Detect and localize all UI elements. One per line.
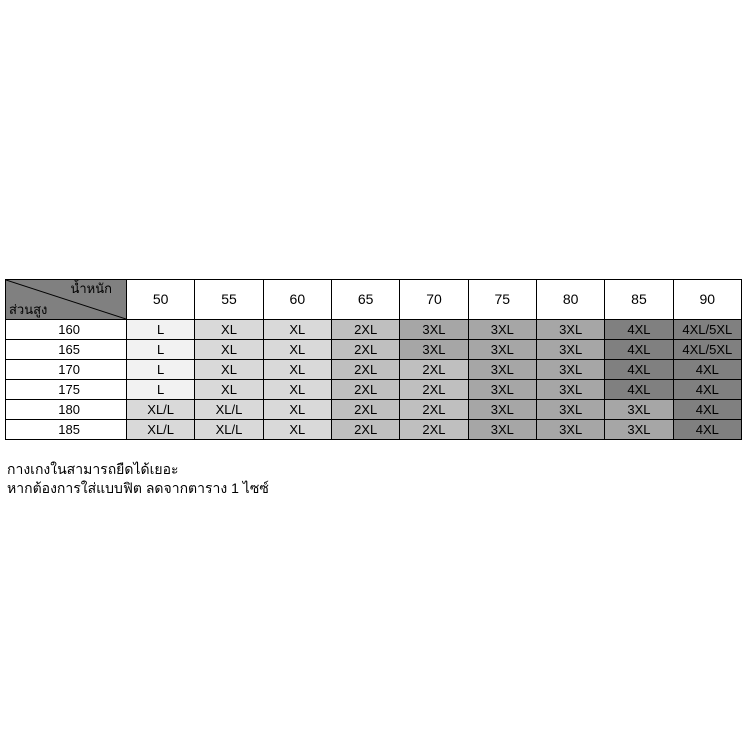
height-cell: 180 [6,400,127,420]
size-cell: 3XL [536,420,604,440]
size-cell: 3XL [468,400,536,420]
table-row [6,420,742,440]
height-cell: 175 [6,380,127,400]
table-row [6,360,742,380]
size-cell: XL [195,320,263,340]
note-line-2: หากต้องการใส่แบบฟิต ลดจากตาราง 1 ไซซ์ [7,480,269,496]
weight-header-cell: 70 [400,280,468,320]
height-cell: 185 [6,420,127,440]
size-cell: 2XL [331,400,399,420]
size-cell: XL [263,420,331,440]
corner-header-cell [6,280,127,320]
table-row [6,320,742,340]
size-cell: 2XL [331,380,399,400]
size-cell: 2XL [331,340,399,360]
size-cell: 3XL [468,360,536,380]
size-cell: 2XL [331,360,399,380]
weight-header-label: น้ำหนัก [70,281,112,296]
size-cell: XL [263,340,331,360]
size-cell: 3XL [605,400,673,420]
size-cell: 4XL [673,360,741,380]
size-cell: XL/L [195,400,263,420]
size-cell: 2XL [400,380,468,400]
size-cell: 3XL [468,340,536,360]
height-cell: 170 [6,360,127,380]
size-cell: L [127,340,195,360]
size-cell: XL [195,340,263,360]
size-cell: 3XL [536,320,604,340]
size-cell: 4XL/5XL [673,340,741,360]
weight-header-cell: 50 [127,280,195,320]
size-cell: 4XL [673,400,741,420]
size-cell: 2XL [331,420,399,440]
size-cell: 3XL [468,320,536,340]
weight-header-cell: 65 [331,280,399,320]
size-cell: 3XL [536,400,604,420]
size-cell: XL [263,380,331,400]
size-cell: 3XL [400,340,468,360]
weight-header-cell: 55 [195,280,263,320]
size-cell: L [127,360,195,380]
weight-header-cell: 80 [536,280,604,320]
size-cell: XL [263,320,331,340]
size-cell: 4XL [605,380,673,400]
size-cell: XL/L [195,420,263,440]
note-line-1: กางเกงในสามารถยืดได้เยอะ [7,461,179,477]
height-cell: 160 [6,320,127,340]
weight-header-cell: 90 [673,280,741,320]
size-cell: 4XL [673,380,741,400]
table-row [6,400,742,420]
weight-header-cell: 60 [263,280,331,320]
weight-header-cell: 85 [605,280,673,320]
size-cell: L [127,320,195,340]
size-cell: 4XL [673,420,741,440]
table-row [6,340,742,360]
size-cell: L [127,380,195,400]
size-cell: 4XL [605,360,673,380]
size-cell: 3XL [536,360,604,380]
height-header-label: ส่วนสูง [9,302,48,317]
size-cell: 3XL [400,320,468,340]
size-cell: 3XL [536,340,604,360]
size-cell: 3XL [468,420,536,440]
notes-block [7,460,269,498]
size-cell: 3XL [605,420,673,440]
size-cell: 4XL [605,320,673,340]
size-cell: XL [263,360,331,380]
size-cell: XL/L [127,420,195,440]
size-cell: 4XL/5XL [673,320,741,340]
size-cell: 2XL [400,400,468,420]
height-cell: 165 [6,340,127,360]
size-cell: 2XL [400,360,468,380]
size-cell: 2XL [400,420,468,440]
size-chart-table [5,279,742,440]
header-row [6,280,742,320]
size-cell: 3XL [468,380,536,400]
weight-header-cell: 75 [468,280,536,320]
size-cell: 3XL [536,380,604,400]
size-cell: 4XL [605,340,673,360]
size-cell: XL [263,400,331,420]
size-cell: XL [195,380,263,400]
size-cell: XL [195,360,263,380]
table-row [6,380,742,400]
size-cell: 2XL [331,320,399,340]
size-cell: XL/L [127,400,195,420]
